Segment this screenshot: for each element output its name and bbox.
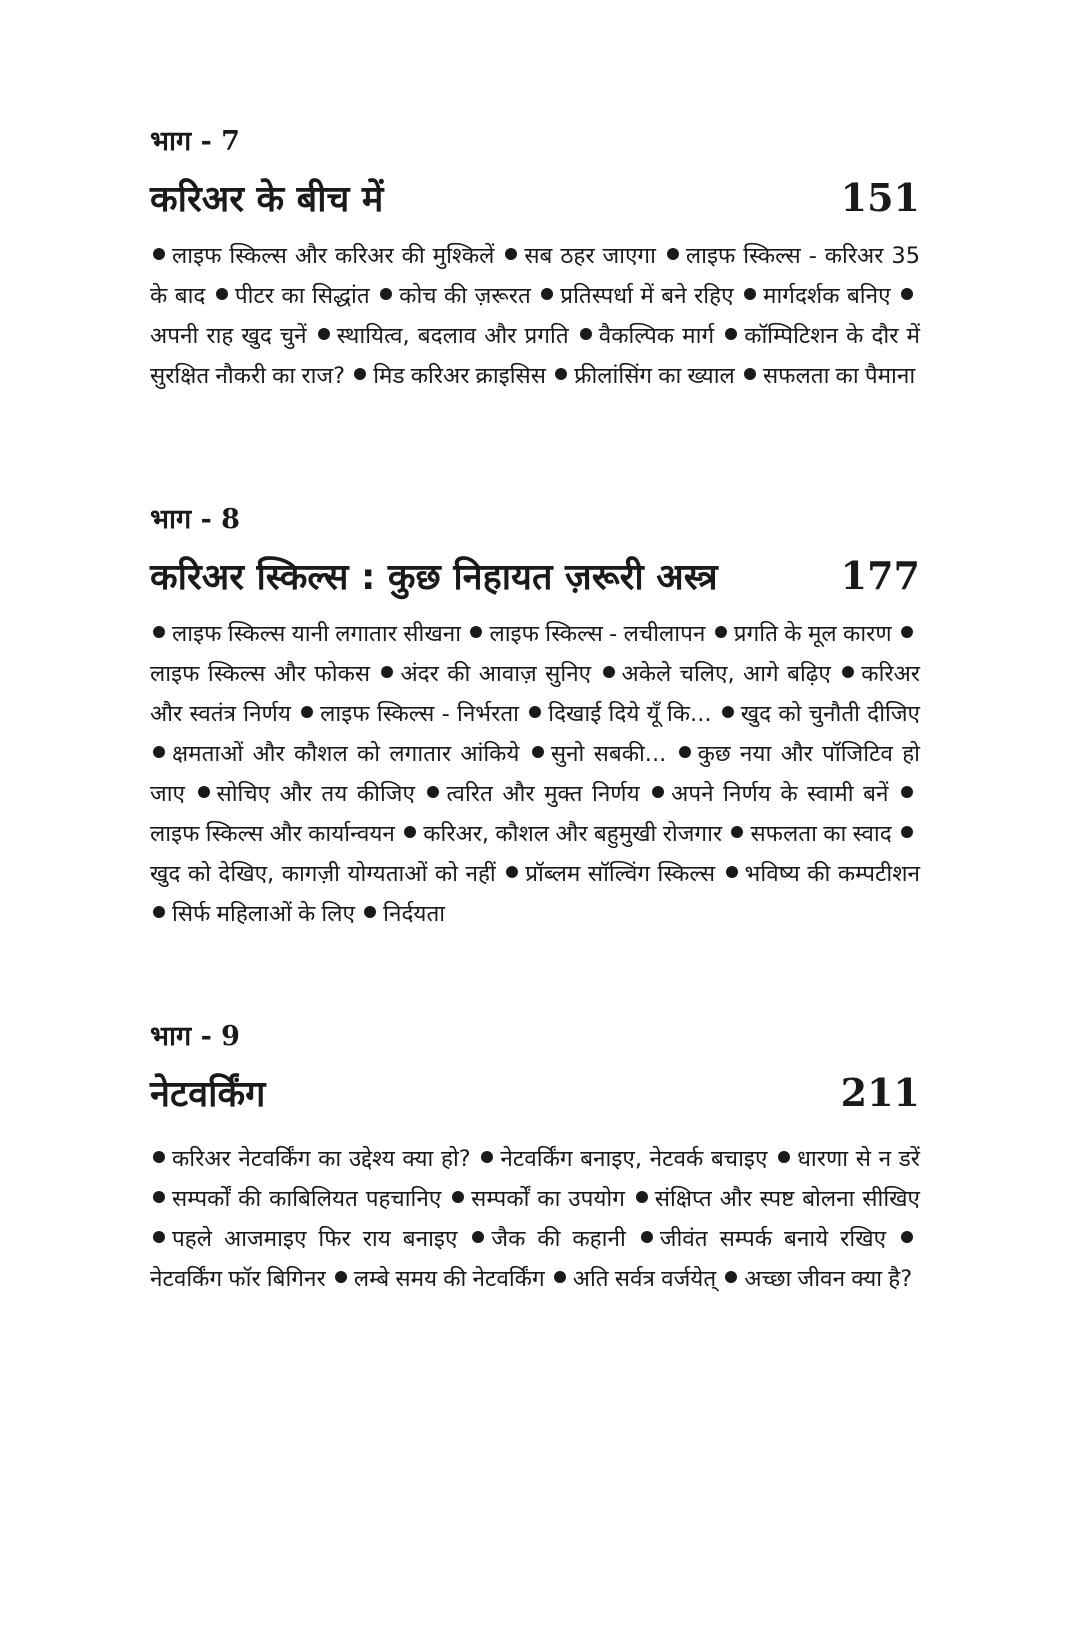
bullet-icon [153,1151,165,1163]
chapter-title: करिअर के बीच में [150,179,384,220]
bullet-icon [216,288,228,300]
topic-item: अंदर की आवाज़ सुनिए [378,661,591,687]
topic-item: दिखाई दिये यूँ कि... [526,701,711,727]
bullet-icon [354,368,366,380]
chapter-page-number: 211 [840,1070,920,1115]
bullet-icon [603,666,615,678]
bullet-icon [901,826,913,838]
bullet-icon [481,1151,493,1163]
bullet-icon [532,746,544,758]
bullet-icon [381,666,393,678]
topic-item: लम्बे समय की नेटवर्किंग [332,1266,545,1292]
bullet-icon [318,328,330,340]
bullet-icon [778,1151,790,1163]
chapter-page-number: 177 [840,553,920,598]
bullet-icon [901,1231,913,1243]
bullet-icon [335,1271,347,1283]
bullet-icon [404,826,416,838]
topic-item: संक्षिप्त और स्पष्ट बोलना सीखिए [633,1186,920,1212]
chapter-heading-row [150,548,920,604]
bullet-icon [554,1271,566,1283]
topic-item: लाइफ स्किल्स और करिअर की मुश्किलें [150,243,494,269]
topic-item: मार्गदर्शक बनिए [741,283,891,309]
topic-item: स्थायित्व, बदलाव और प्रगति [315,323,569,349]
bullet-icon [198,786,210,798]
bullet-icon [725,328,737,340]
topic-item: सोचिए और तय कीजिए [195,781,415,807]
bullet-icon [725,1271,737,1283]
bullet-icon [452,1191,464,1203]
part-label: भाग - 9 [150,1021,240,1052]
topic-item: सिर्फ महिलाओं के लिए [150,901,355,927]
topic-item: पीटर का सिद्धांत [213,283,370,309]
topic-item: फ्रीलांसिंग का ख्याल [552,363,735,389]
topic-item: पहले आजमाइए फिर राय बनाइए [150,1226,457,1252]
topic-item: खुद को देखिए, कागज़ी योग्यताओं को नहीं [150,821,920,887]
topic-item: सब ठहर जाएगा [502,243,656,269]
bullet-icon [726,866,738,878]
bullet-icon [652,786,664,798]
topic-item: वैकल्पिक मार्ग [577,323,714,349]
topic-item: लाइफ स्किल्स - करिअर 35 के बाद [150,243,921,309]
topic-item: कोच की ज़रूरत [377,283,531,309]
bullet-icon [636,1191,648,1203]
topic-item: सम्पर्कों की काबिलियत पहचानिए [150,1186,441,1212]
topic-item: क्षमताओं और कौशल को लगातार आंकिये [150,741,520,767]
topic-item: अपने निर्णय के स्वामी बनें [649,781,888,807]
chapter-title: करिअर स्किल्स : कुछ निहायत ज़रूरी अस्त्र [150,557,718,598]
bullet-icon [153,906,165,918]
topic-item: अच्छा जीवन क्या है? [722,1266,912,1292]
bullet-icon [744,288,756,300]
topic-list [150,614,920,934]
topic-item: सुनो सबकी... [529,741,666,767]
bullet-icon [722,706,734,718]
topic-item: करिअर, कौशल और बहुमुखी रोजगार [401,821,722,847]
topic-item: लाइफ स्किल्स और कार्यान्वयन [150,781,920,847]
topic-item: त्वरित और मुक्त निर्णय [424,781,639,807]
toc-section-part-7 [150,122,920,396]
bullet-icon [731,826,743,838]
topic-item: सफलता का पैमाना [741,363,915,389]
topic-item: सफलता का स्वाद [728,821,891,847]
bullet-icon [153,1191,165,1203]
bullet-icon [472,1231,484,1243]
bullet-icon [555,368,567,380]
topic-item: लाइफ स्किल्स - निर्भरता [298,701,519,727]
bullet-icon [470,626,482,638]
topic-list [150,236,920,396]
chapter-heading-row [150,170,920,226]
topic-item: लाइफ स्किल्स यानी लगातार सीखना [150,621,461,647]
bullet-icon [506,866,518,878]
bullet-icon [679,746,691,758]
part-label: भाग - 7 [150,126,240,157]
topic-item: प्रगति के मूल कारण [712,621,892,647]
topic-item: जैक की कहानी [469,1226,625,1252]
bullet-icon [715,626,727,638]
bullet-icon [541,288,553,300]
topic-item: अति सर्वत्र वर्जयेत् [551,1266,716,1292]
topic-item: करिअर और स्वतंत्र निर्णय [150,661,920,727]
topic-item: अकेले चलिए, आगे बढ़िए [600,661,831,687]
topic-item: धारणा से न डरें [775,1146,920,1172]
topic-item: कुछ नया और पॉजिटिव हो जाए [150,741,921,807]
topic-item: अपनी राह खुद चुनें [150,283,920,349]
topic-item: नेटवर्किंग बनाइए, नेटवर्क बचाइए [478,1146,767,1172]
topic-item: प्रतिस्पर्धा में बने रहिए [538,283,733,309]
bullet-icon [529,706,541,718]
bullet-icon [153,746,165,758]
chapter-page-number: 151 [840,175,920,220]
bullet-icon [153,1231,165,1243]
bullet-icon [901,288,913,300]
topic-item: नेटवर्किंग फॉर बिगिनर [150,1226,920,1292]
bullet-icon [580,328,592,340]
bullet-icon [667,248,679,260]
bullet-icon [153,626,165,638]
topic-item: निर्दयता [361,901,445,927]
toc-page [150,0,920,1640]
topic-item: जीवंत सम्पर्क बनाये रखिए [638,1226,886,1252]
bullet-icon [505,248,517,260]
bullet-icon [301,706,313,718]
bullet-icon [744,368,756,380]
topic-list [150,1139,920,1299]
topic-item: खुद को चुनौती दीजिए [719,701,920,727]
chapter-heading-row [150,1065,920,1121]
chapter-title: नेटवर्किंग [150,1074,266,1115]
topic-item: भविष्य की कम्पटीशन [723,861,920,887]
topic-item: प्रॉब्लम सॉल्विंग स्किल्स [503,861,715,887]
bullet-icon [641,1231,653,1243]
topic-item: लाइफ स्किल्स - लचीलापन [467,621,705,647]
bullet-icon [153,248,165,260]
topic-item: मिड करिअर क्राइसिस [351,363,546,389]
bullet-icon [427,786,439,798]
bullet-icon [364,906,376,918]
bullet-icon [380,288,392,300]
topic-item: सम्पर्कों का उपयोग [449,1186,625,1212]
bullet-icon [901,626,913,638]
topic-item: कॉम्पिटिशन के दौर में सुरक्षित नौकरी का राज? [150,323,920,389]
toc-section-part-8 [150,500,920,934]
part-label: भाग - 8 [150,504,240,535]
topic-item: लाइफ स्किल्स और फोकस [150,621,920,687]
toc-section-part-9 [150,1017,920,1299]
bullet-icon [901,786,913,798]
bullet-icon [842,666,854,678]
topic-item: करिअर नेटवर्किंग का उद्देश्य क्या हो? [150,1146,471,1172]
